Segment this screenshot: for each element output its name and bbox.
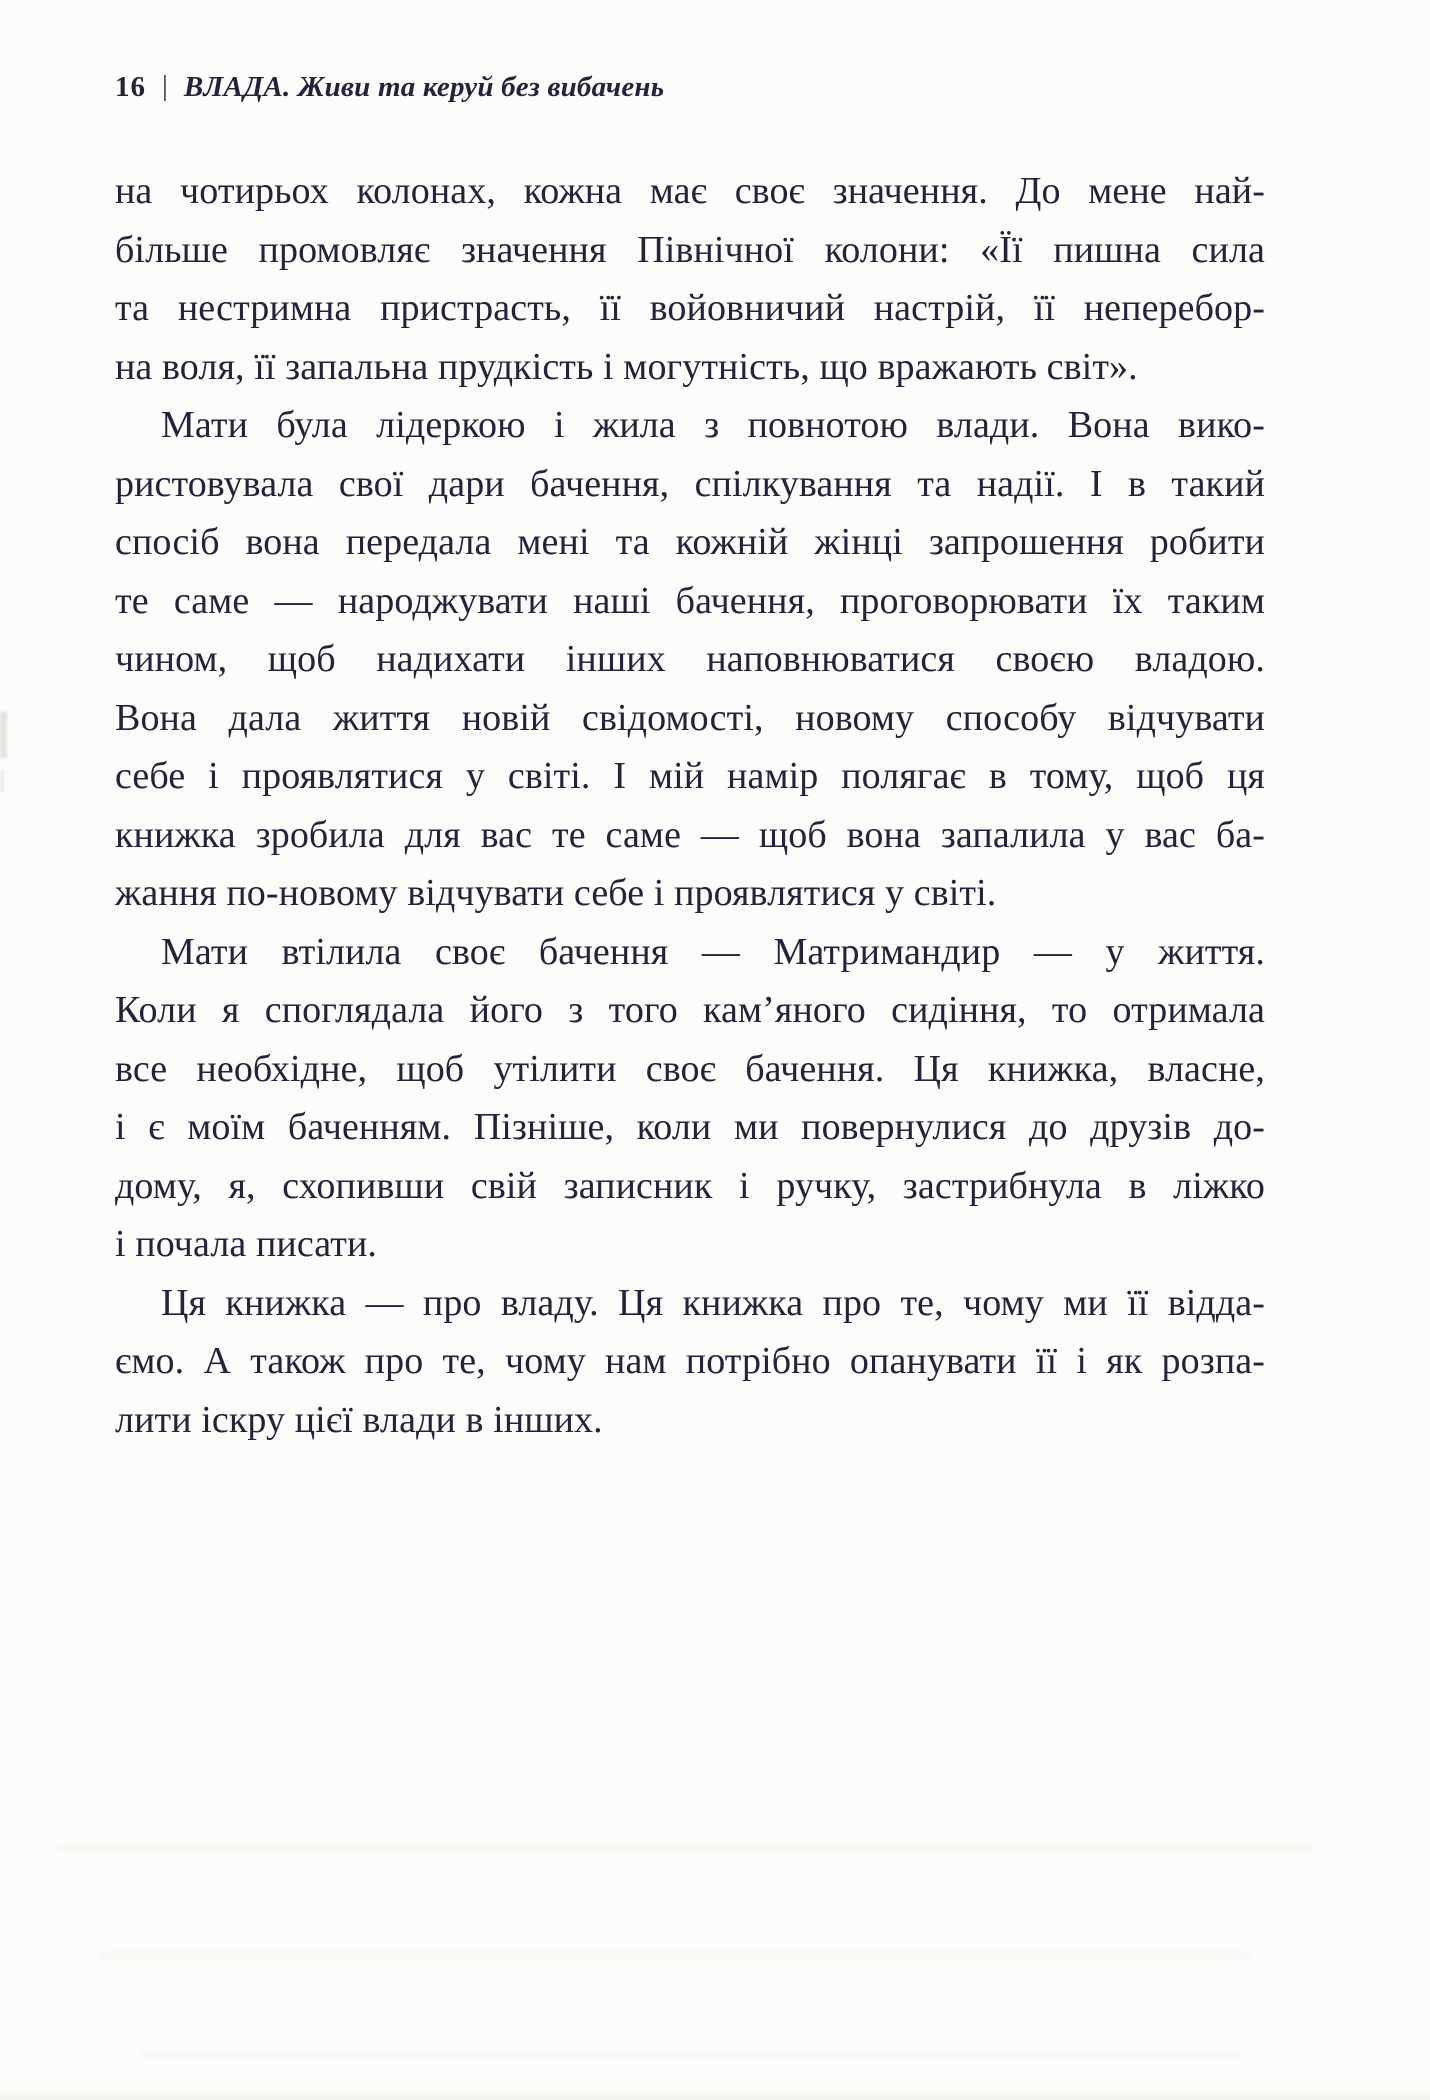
text-line: ристовувала свої дари бачення, спілкування та надії. І в такий (115, 462, 1265, 505)
text-line: і є моїм баченням. Пізніше, коли ми повернулися до друзів до- (115, 1106, 1265, 1148)
text-line: на воля, її запальна прудкість і могутність, що вражають світ». (115, 345, 1138, 388)
text-line: себе і проявлятися у світі. І мій намір полягає в тому, щоб ця (115, 755, 1265, 797)
book-title: ВЛАДА. Живи та керуй без вибачень (183, 71, 665, 103)
scan-artifact (0, 712, 7, 758)
scan-artifact (0, 2088, 1430, 2100)
text-line: лити іскру цієї влади в інших. (115, 1398, 603, 1441)
text-line: Мати була лідеркою і жила з повнотою влади. Вона вико- (161, 404, 1265, 446)
text-line: на чотирьох колонах, кожна має своє значення. До мене най- (115, 170, 1265, 212)
body-text (115, 162, 1265, 1449)
paragraph (115, 923, 1265, 1274)
text-line: ємо. А також про те, чому нам потрібно опанувати її і як розпа- (115, 1340, 1265, 1382)
scan-artifact (140, 2052, 1240, 2057)
text-line: Вона дала життя новій свідомості, новому способу відчувати (115, 696, 1265, 739)
text-line: спосіб вона передала мені та кожній жінці запрошення робити (115, 521, 1265, 563)
text-line: Коли я споглядала його з того кам’яного сидіння, то отримала (115, 989, 1265, 1031)
text-line: чином, щоб надихати інших наповнюватися своєю владою. (115, 638, 1265, 680)
page-number: 16 (115, 71, 146, 103)
header-separator-icon: | (162, 70, 168, 102)
text-line: Ця книжка — про владу. Ця книжка про те, чому ми її відда- (161, 1281, 1265, 1324)
scan-artifact (100, 1953, 1250, 1958)
text-line: те саме — народжувати наші бачення, проговорювати їх таким (115, 579, 1265, 622)
text-line: та нестримна пристрасть, її войовничий настрій, її неперебор- (115, 287, 1265, 329)
text-line: все необхідне, щоб утілити своє бачення. Ця книжка, власне, (115, 1047, 1265, 1090)
paragraph (115, 162, 1265, 396)
page-header (115, 68, 1265, 106)
paragraph (115, 396, 1265, 923)
text-line: Мати втілила своє бачення — Матримандир — у життя. (161, 930, 1265, 973)
text-line: жання по-новому відчувати себе і проявлятися у світі. (115, 872, 997, 914)
text-line: книжка зробила для вас те саме — щоб вона запалила у вас ба- (115, 813, 1265, 856)
text-line: більше промовляє значення Північної колони: «Її пишна сила (115, 228, 1265, 271)
scan-artifact (60, 1845, 1310, 1851)
paragraph (115, 1274, 1265, 1450)
scan-artifact (0, 770, 4, 792)
text-line: і почала писати. (115, 1223, 377, 1265)
text-line: дому, я, схопивши свій записник і ручку, застрибнула в ліжко (115, 1164, 1265, 1207)
